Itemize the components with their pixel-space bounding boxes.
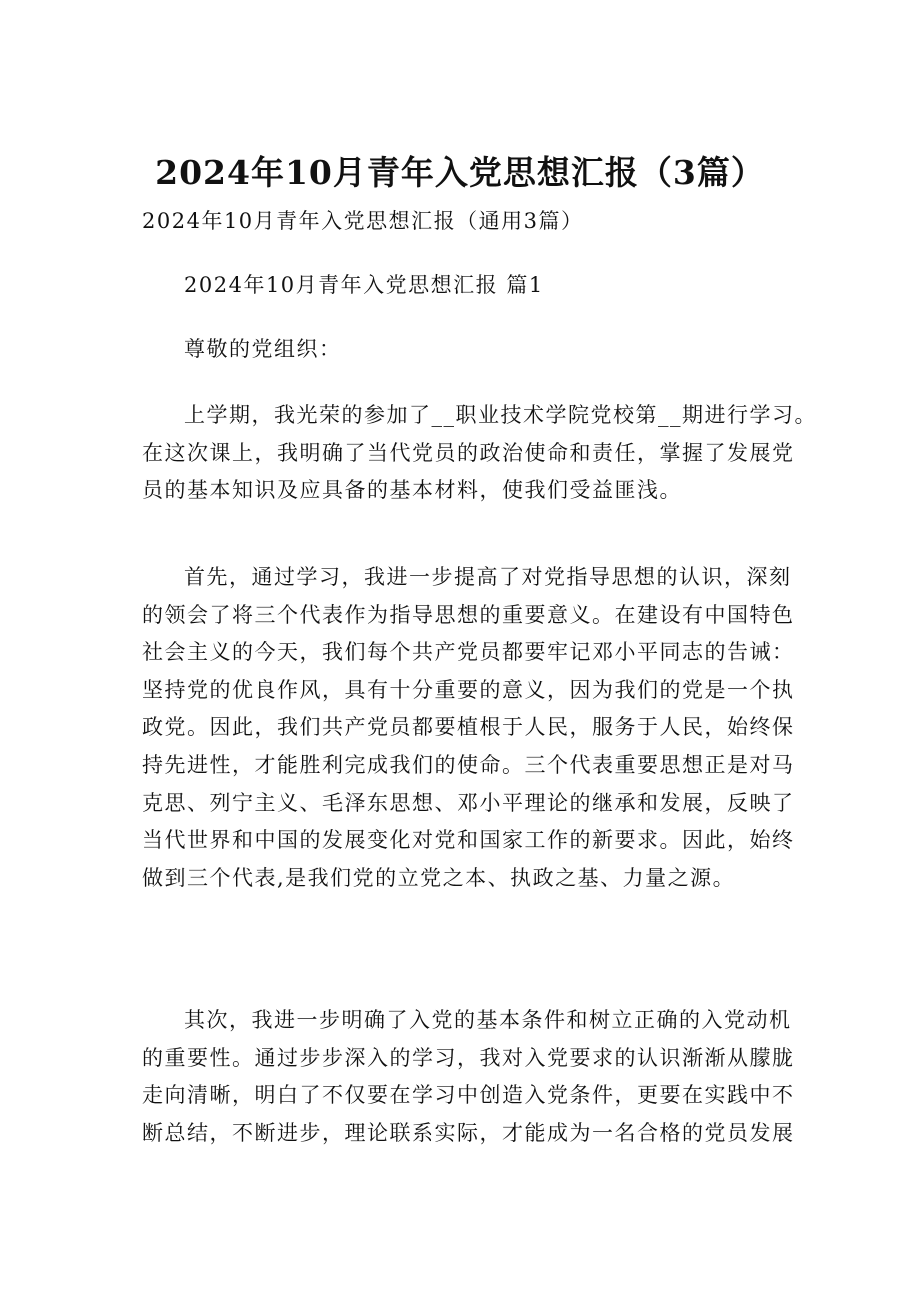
section-heading: 2024年10月青年入党思想汇报 篇1 — [184, 273, 544, 297]
paragraph-line: 克思、列宁主义、毛泽东思想、邓小平理论的继承和发展，反映了 — [142, 790, 795, 815]
greeting: 尊敬的党组织： — [184, 337, 342, 361]
document-title: 2024年10月青年入党思想汇报（3篇） — [155, 153, 765, 192]
paragraph-line: 其次，我进一步明确了入党的基本条件和树立正确的入党动机 — [184, 1008, 792, 1032]
paragraph-line: 坚持党的优良作风，具有十分重要的意义，因为我们的党是一个执 — [142, 677, 795, 702]
paragraph-line: 政党。因此，我们共产党员都要植根于人民，服务于人民，始终保 — [142, 715, 795, 740]
paragraph-line: 在这次课上，我明确了当代党员的政治使命和责任，掌握了发展党 — [142, 440, 795, 465]
paragraph-line: 持先进性，才能胜利完成我们的使命。三个代表重要思想正是对马 — [142, 752, 795, 777]
paragraph-line: 社会主义的今天，我们每个共产党员都要牢记邓小平同志的告诫： — [142, 640, 795, 665]
paragraph-line: 的重要性。通过步步深入的学习，我对入党要求的认识渐渐从朦胧 — [142, 1045, 795, 1070]
paragraph-line: 走向清晰，明白了不仅要在学习中创造入党条件，更要在实践中不 — [142, 1083, 795, 1108]
paragraph-line: 做到三个代表,是我们党的立党之本、执政之基、力量之源。 — [142, 865, 736, 890]
paragraph-line: 断总结，不断进步，理论联系实际，才能成为一名合格的党员发展 — [142, 1120, 795, 1145]
paragraph-1 — [142, 397, 817, 510]
paragraph-line: 员的基本知识及应具备的基本材料，使我们受益匪浅。 — [142, 478, 682, 503]
paragraph-3 — [142, 1002, 802, 1152]
paragraph-line: 当代世界和中国的发展变化对党和国家工作的新要求。因此，始终 — [142, 828, 795, 853]
paragraph-line: 的领会了将三个代表作为指导思想的重要意义。在建设有中国特色 — [142, 602, 795, 627]
paragraph-line: 首先，通过学习，我进一步提高了对党指导思想的认识，深刻 — [184, 565, 792, 589]
paragraph-2 — [142, 559, 802, 897]
paragraph-line: 上学期，我光荣的参加了__职业技术学院党校第__期进行学习。 — [184, 403, 817, 427]
document-subtitle: 2024年10月青年入党思想汇报（通用3篇） — [142, 209, 584, 233]
